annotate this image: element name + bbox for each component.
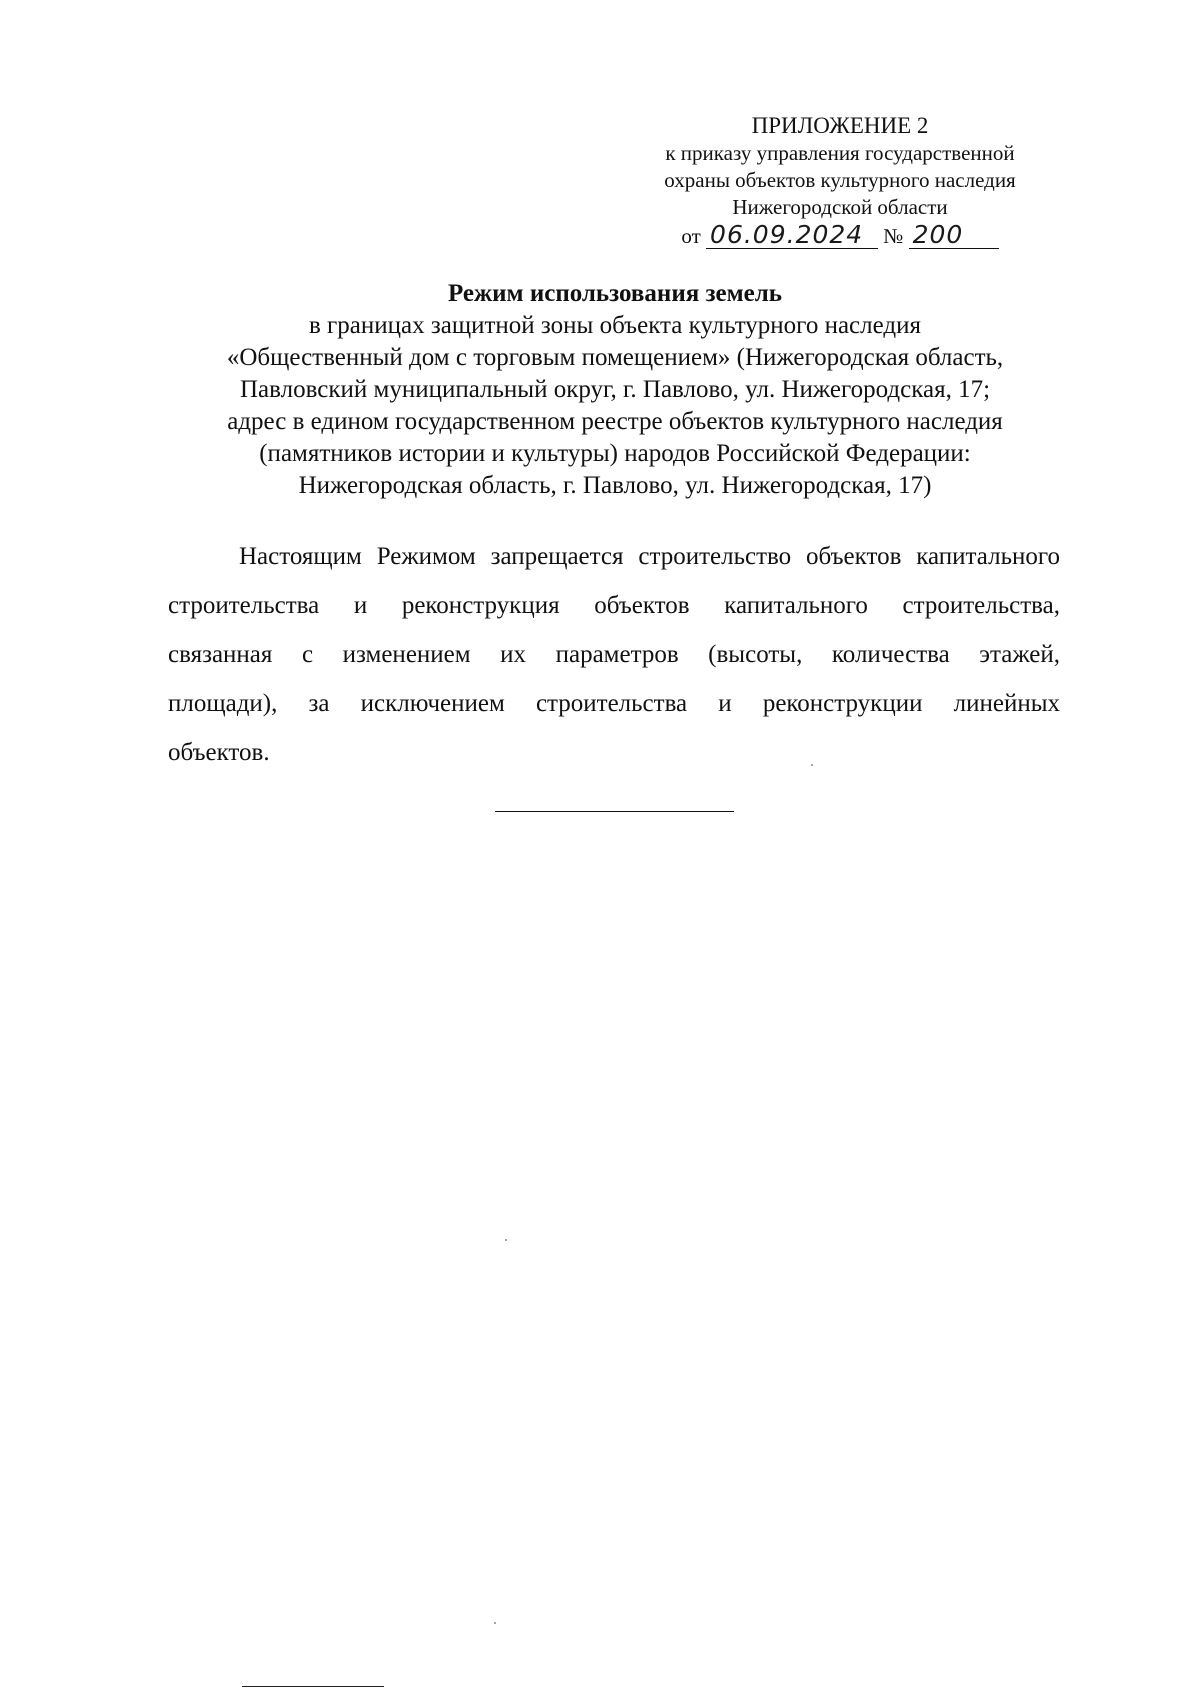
order-date-field — [706, 220, 878, 249]
heading-line-3: Павловский муниципальный округ, г. Павлово, ул. Нижегородская, 17; — [239, 376, 991, 403]
heading-line-2: «Общественный дом с торговым помещением» (Нижегородская область, — [226, 344, 1004, 371]
order-date-handwritten: 06.09.2024 — [710, 220, 864, 249]
heading-line-5: (памятников истории и культуры) народов Российской Федерации: — [259, 440, 971, 467]
scan-speck — [505, 1239, 507, 1241]
document-heading — [150, 278, 1080, 502]
scan-edge-mark — [242, 1686, 384, 1687]
order-number-handwritten: 200 — [912, 220, 964, 249]
date-prefix: от — [681, 224, 701, 248]
heading-line-6: Нижегородская область, г. Павлово, ул. Нижегородская, 17) — [298, 472, 932, 499]
number-prefix: № — [883, 224, 904, 248]
appendix-line-2: охраны объектов культурного наследия — [664, 168, 1016, 192]
appendix-header — [620, 112, 1060, 250]
scan-speck — [811, 764, 813, 766]
appendix-title: ПРИЛОЖЕНИЕ 2 — [751, 113, 929, 138]
heading-line-4: адрес в едином государственном реестре объектов культурного наследия — [227, 408, 1003, 435]
end-divider — [495, 811, 734, 812]
appendix-line-1: к приказу управления государственной — [665, 141, 1015, 165]
heading-line-1: в границах защитной зоны объекта культурного наследия — [309, 312, 921, 339]
appendix-line-3: Нижегородской области — [732, 195, 948, 219]
scan-speck — [494, 1622, 496, 1624]
heading-title: Режим использования земель — [447, 280, 783, 307]
order-number-field — [909, 220, 999, 249]
order-date-line — [620, 220, 1060, 250]
body-paragraph: Настоящим Режимом запрещается строительство объектов капитального строительства и реконструкция объектов капитального строительства, связанная с изменением их параметров (высоты, количества этажей, площади), за исключением строительства и реконструкции линейных объектов. — [168, 543, 1060, 766]
